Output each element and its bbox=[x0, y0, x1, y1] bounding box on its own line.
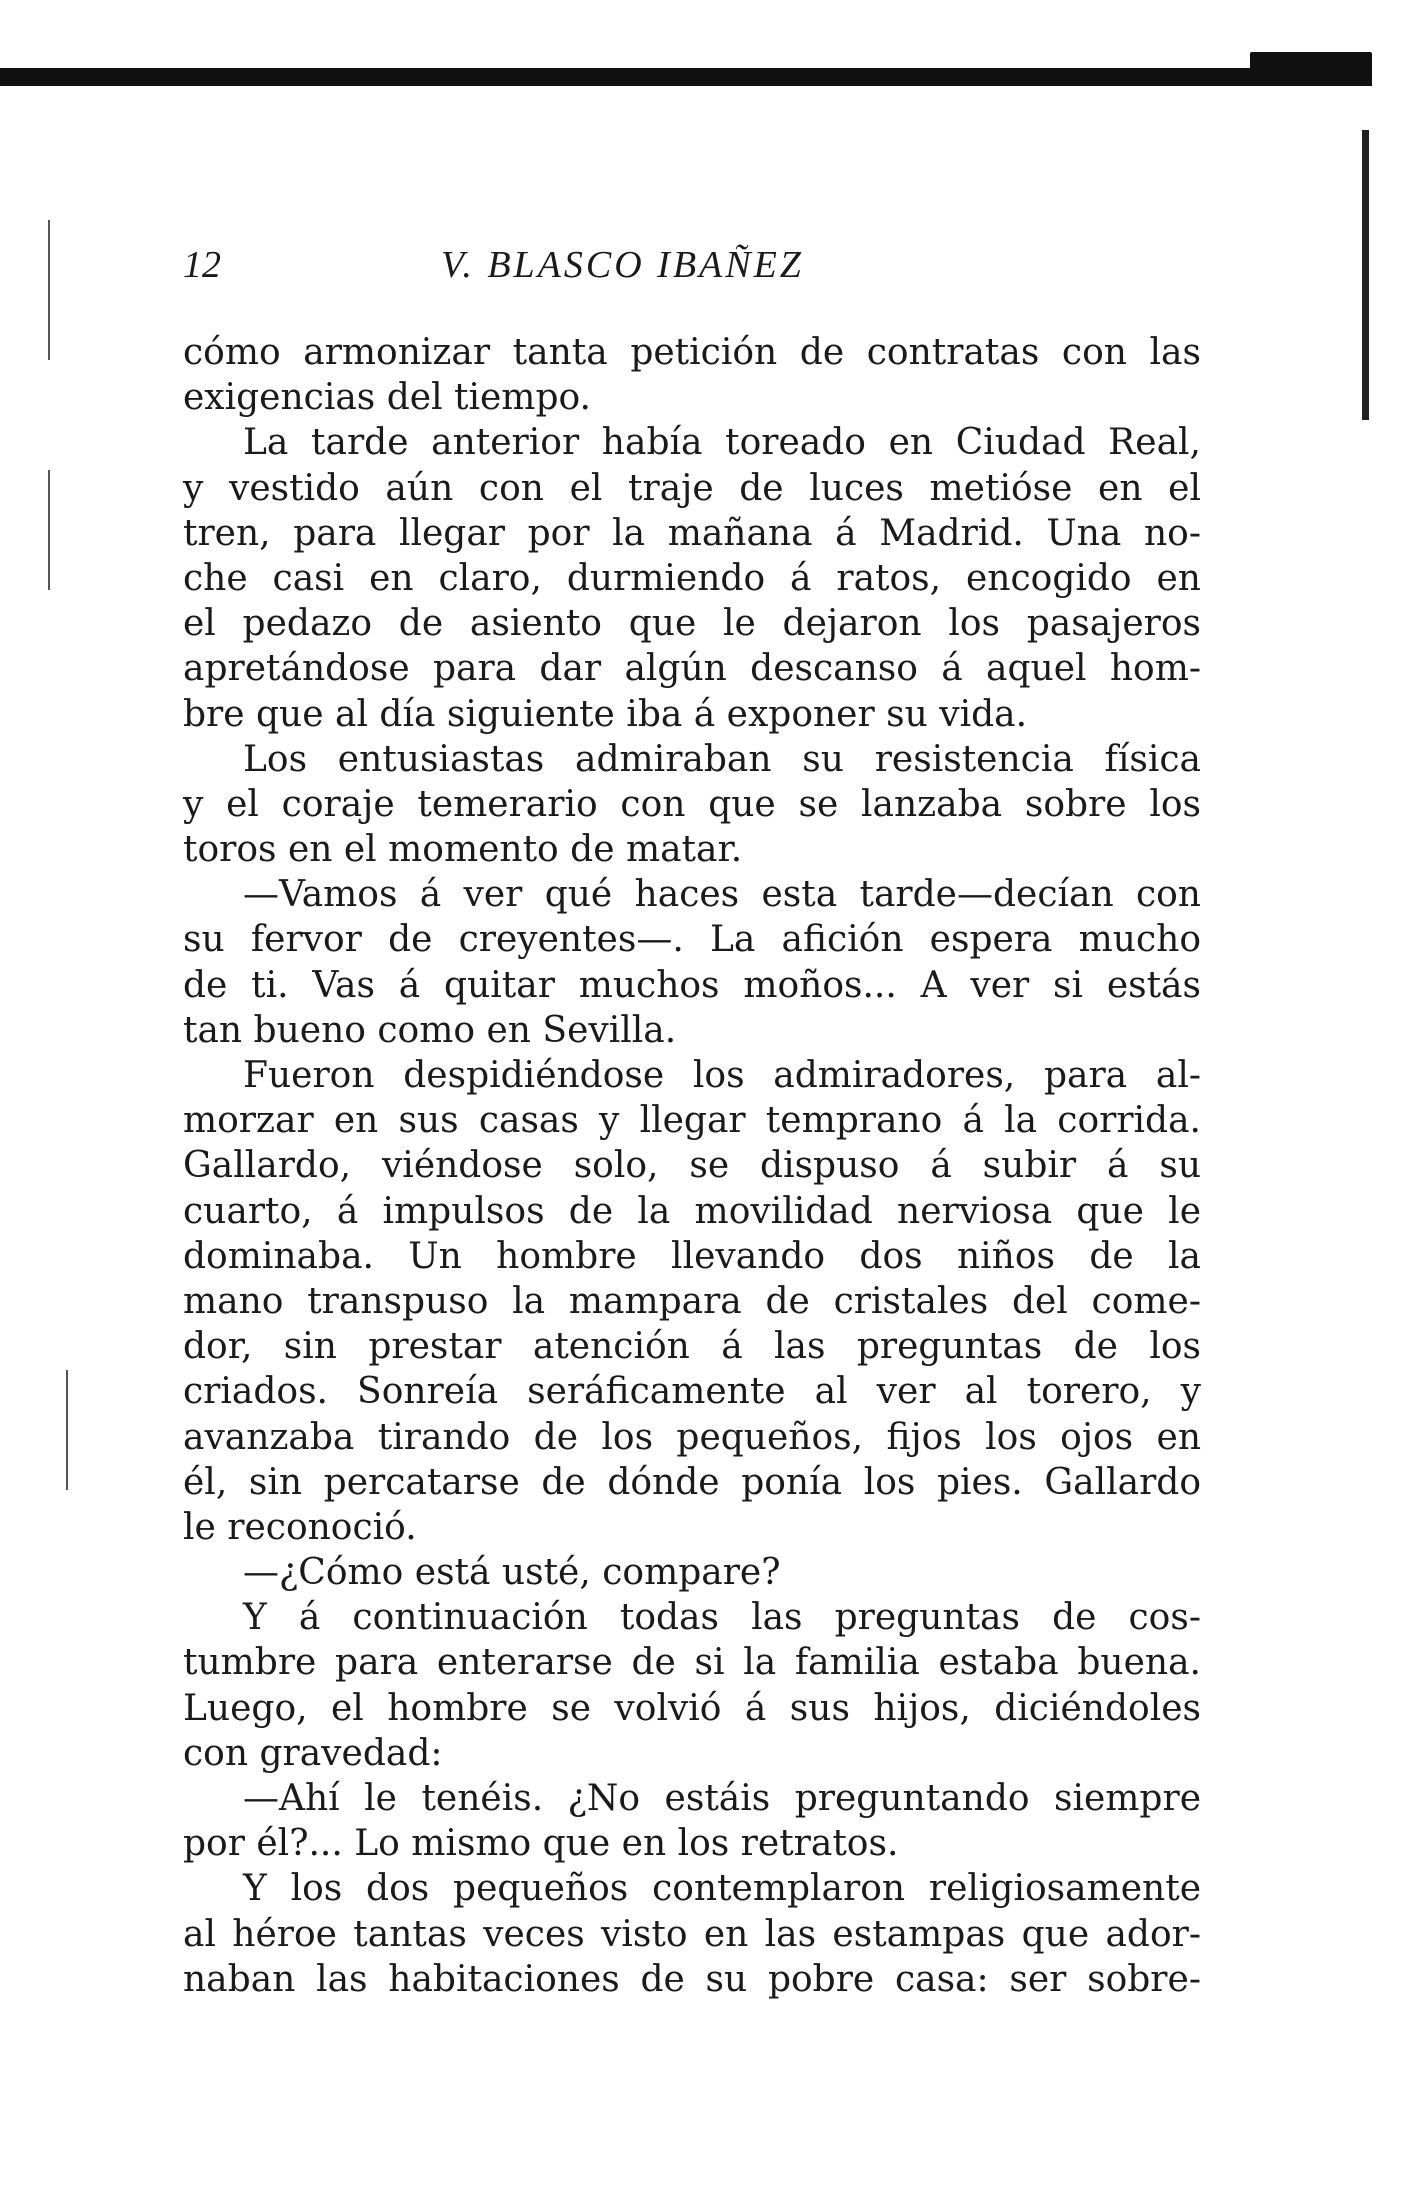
margin-mark bbox=[48, 470, 50, 590]
text-line: morzar en sus casas y llegar temprano á la corrida. bbox=[183, 1100, 1201, 1142]
text-line: y vestido aún con el traje de luces metióse en el bbox=[183, 467, 1201, 509]
top-rule-tail bbox=[1250, 52, 1372, 70]
text-line: Gallardo, viéndose solo, se dispuso á subir á su bbox=[183, 1145, 1201, 1187]
text-line: el pedazo de asiento que le dejaron los pasajeros bbox=[183, 603, 1201, 645]
text-line: cómo armonizar tanta petición de contratas con las bbox=[183, 332, 1201, 373]
page-header bbox=[183, 243, 1203, 299]
text-line: toros en el momento de matar. bbox=[183, 829, 743, 871]
text-line: y el coraje temerario con que se lanzaba sobre los bbox=[183, 783, 1201, 825]
text-line: cuarto, á impulsos de la movilidad nerviosa que le bbox=[183, 1190, 1201, 1232]
text-line: exigencias del tiempo. bbox=[183, 377, 591, 419]
text-line: —¿Cómo está usté, compare? bbox=[243, 1552, 781, 1594]
text-line: —Ahí le tenéis. ¿No estáis preguntando siempre bbox=[243, 1778, 1201, 1819]
text-line: él, sin percatarse de dónde ponía los pies. Gallardo bbox=[183, 1461, 1201, 1503]
text-line: tan bueno como en Sevilla. bbox=[183, 1009, 677, 1051]
text-line: —Vamos á ver qué haces esta tarde—decían con bbox=[243, 874, 1201, 916]
text-line: su fervor de creyentes—. La afición espera mucho bbox=[183, 919, 1201, 961]
text-line: bre que al día siguiente iba á exponer su vida. bbox=[183, 693, 1028, 735]
text-line: Y á continuación todas las preguntas de cos- bbox=[243, 1597, 1201, 1639]
text-line: le reconoció. bbox=[183, 1506, 417, 1548]
text-line: La tarde anterior había toreado en Ciudad Real, bbox=[243, 422, 1201, 464]
text-line: con gravedad: bbox=[183, 1732, 443, 1774]
text-line: mano transpuso la mampara de cristales del come- bbox=[183, 1280, 1201, 1322]
text-line: Fueron despidiéndose los admiradores, para al- bbox=[243, 1055, 1201, 1096]
text-line: de ti. Vas á quitar muchos moños... A ver si estás bbox=[183, 964, 1201, 1006]
text-line: Y los dos pequeños contemplaron religiosamente bbox=[243, 1868, 1201, 1910]
text-line: che casi en claro, durmiendo á ratos, encogido en bbox=[183, 557, 1201, 599]
text-line: Luego, el hombre se volvió á sus hijos, diciéndoles bbox=[183, 1687, 1201, 1729]
margin-mark bbox=[48, 220, 50, 360]
margin-mark bbox=[66, 1370, 68, 1490]
text-line: apretándose para dar algún descanso á aquel hom- bbox=[183, 648, 1201, 690]
text-line: por él?... Lo mismo que en los retratos. bbox=[183, 1823, 899, 1865]
text-line: tren, para llegar por la mañana á Madrid. Una no- bbox=[183, 512, 1201, 554]
running-head: V. BLASCO IBAÑEZ bbox=[441, 244, 804, 286]
text-line: tumbre para enterarse de si la familia estaba buena. bbox=[183, 1642, 1201, 1684]
top-rule bbox=[0, 68, 1372, 86]
text-line: criados. Sonreía seráficamente al ver al torero, y bbox=[183, 1371, 1201, 1413]
text-line: avanzaba tirando de los pequeños, fijos los ojos en bbox=[183, 1416, 1201, 1458]
text-line: al héroe tantas veces visto en las estampas que ador- bbox=[183, 1913, 1201, 1955]
page-edge-shadow bbox=[1362, 130, 1369, 420]
text-line: naban las habitaciones de su pobre casa: ser sobre- bbox=[183, 1958, 1201, 2000]
text-line: dor, sin prestar atención á las preguntas de los bbox=[183, 1326, 1201, 1368]
body-text bbox=[183, 330, 1201, 2002]
text-line: Los entusiastas admiraban su resistencia física bbox=[243, 738, 1201, 780]
text-line: dominaba. Un hombre llevando dos niños de la bbox=[183, 1235, 1201, 1277]
page-number: 12 bbox=[183, 244, 221, 286]
